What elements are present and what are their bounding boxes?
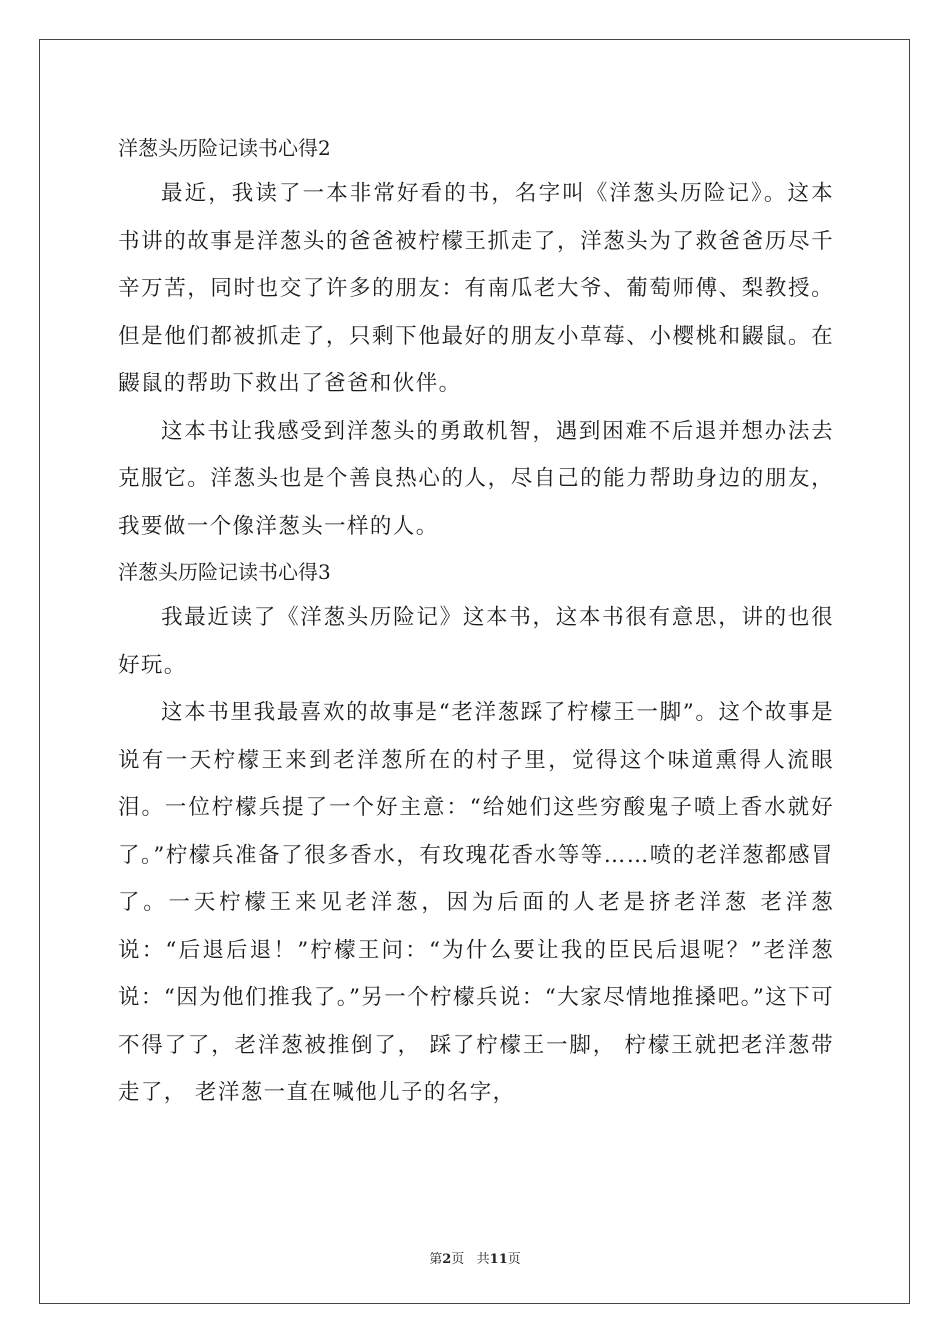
section-heading: 洋葱头历险记读书心得3 xyxy=(118,560,331,584)
footer-prefix: 第 xyxy=(429,1252,443,1267)
paragraph: 最近，我读了一本非常好看的书，名字叫《洋葱头历险记》。这本书讲的故事是洋葱头的爸爸被柠檬王抓走了，洋葱头为了救爸爸历尽千辛万苦，同时也交了许多的朋友：有南瓜老大爷、葡萄师傅、梨教授。但是他们都被抓走了，只剩下他最好的朋友小草莓、小樱桃和鼹鼠。在鼹鼠的帮助下救出了爸爸和伙伴。 xyxy=(118,181,834,396)
section-heading: 洋葱头历险记读书心得2 xyxy=(118,136,331,160)
paragraph: 这本书里我最喜欢的故事是“老洋葱踩了柠檬王一脚”。这个故事是说有一天柠檬王来到老洋葱所在的村子里，觉得这个味道熏得人流眼泪。一位柠檬兵提了一个好主意：“给她们这些穷酸鬼子喷上香水就好了。”柠檬兵准备了很多香水，有玫瑰花香水等等……喷的老洋葱都感冒了。一天柠檬王来见老洋葱，因为后面的人老是挤老洋葱 老洋葱说：“后退后退！”柠檬王问：“为什么要让我的臣民后退呢？”老洋葱说：“因为他们推我了。”另一个柠檬兵说：“大家尽情地推搡吧。”这下可不得了了，老洋葱被推倒了， 踩了柠檬王一脚， 柠檬王就把老洋葱带走了， 老洋葱一直在喊他儿子的名字， xyxy=(118,700,834,1105)
current-page-number: 2 xyxy=(442,1252,452,1267)
total-page-count: 11 xyxy=(489,1252,508,1267)
footer-middle: 页 共 xyxy=(451,1252,490,1267)
section-reading-notes-2 xyxy=(118,126,834,550)
paragraph: 我最近读了《洋葱头历险记》这本书，这本书很有意思，讲的也很好玩。 xyxy=(118,605,834,678)
footer-suffix: 页 xyxy=(507,1252,521,1267)
section-reading-notes-3 xyxy=(118,550,834,1117)
page-footer xyxy=(0,1248,950,1267)
paragraph: 这本书让我感受到洋葱头的勇敢机智，遇到困难不后退并想办法去克服它。洋葱头也是个善良热心的人，尽自己的能力帮助身边的朋友，我要做一个像洋葱头一样的人。 xyxy=(118,418,834,539)
document-body xyxy=(118,126,834,1117)
